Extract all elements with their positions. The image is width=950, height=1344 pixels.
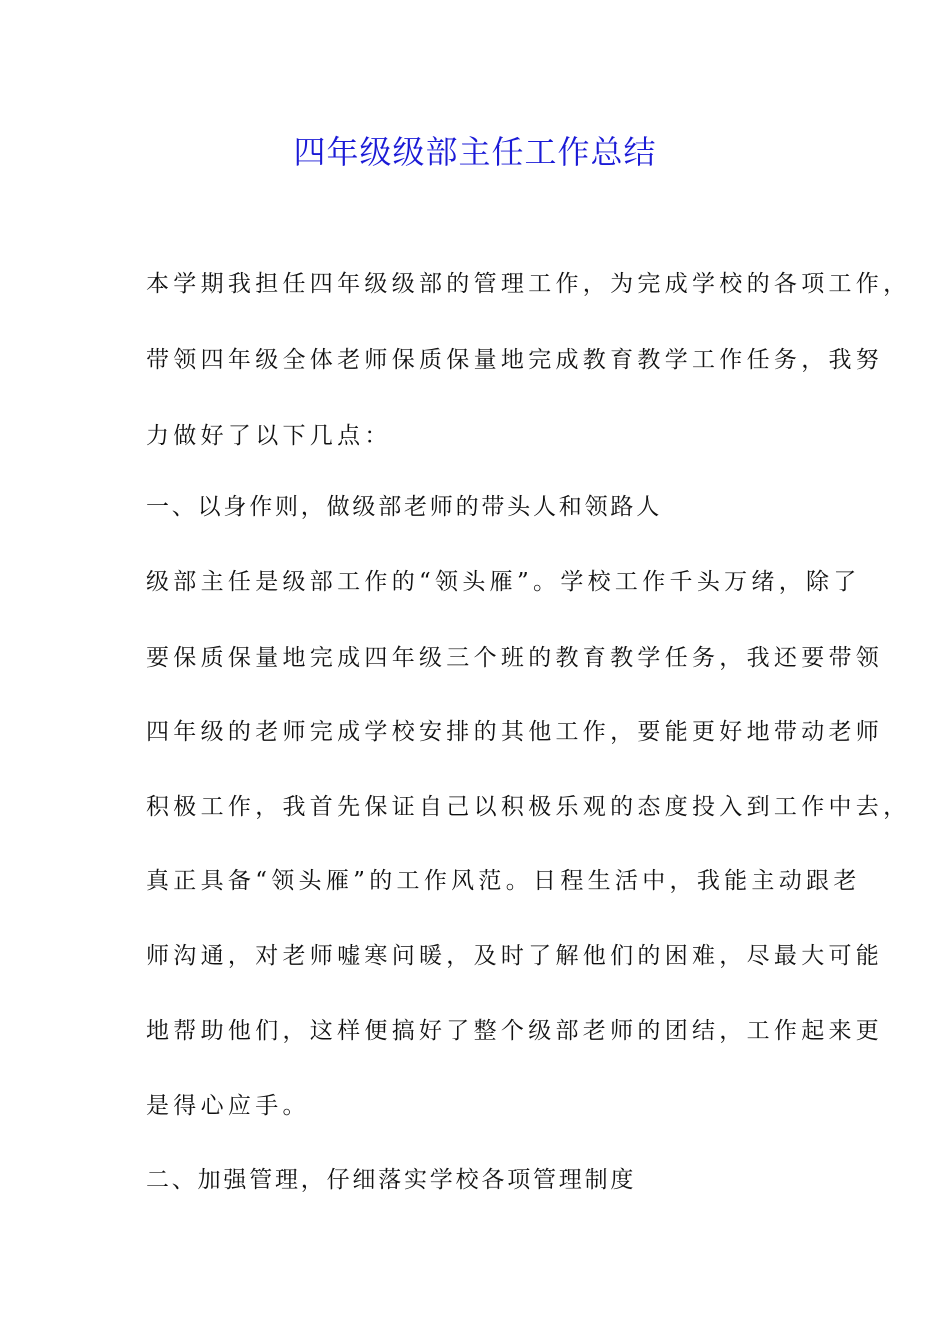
section-heading-1: 一、以身作则，做级部老师的带头人和领路人	[146, 494, 662, 520]
paragraph-line: 地帮助他们，这样便搞好了整个级部老师的团结，工作起来更	[146, 1018, 884, 1044]
paragraph-line: 本学期我担任四年级级部的管理工作，为完成学校的各项工作，	[146, 271, 911, 297]
paragraph-line: 真正具备“领头雁”的工作风范。日程生活中，我能主动跟老	[146, 868, 861, 894]
section-heading-2: 二、加强管理，仔细落实学校各项管理制度	[146, 1167, 637, 1193]
paragraph-line: 级部主任是级部工作的“领头雁”。学校工作千头万绪，除了	[146, 569, 861, 595]
document-title: 四年级级部主任工作总结	[293, 133, 657, 171]
paragraph-line: 四年级的老师完成学校安排的其他工作，要能更好地带动老师	[146, 719, 884, 745]
paragraph-line: 带领四年级全体老师保质保量地完成教育教学工作任务，我努	[146, 347, 884, 373]
paragraph-line: 是得心应手。	[146, 1093, 310, 1119]
paragraph-line: 要保质保量地完成四年级三个班的教育教学任务，我还要带领	[146, 645, 884, 671]
paragraph-line: 积极工作，我首先保证自己以积极乐观的态度投入到工作中去，	[146, 794, 911, 820]
paragraph-line: 师沟通，对老师嘘寒问暖，及时了解他们的困难，尽最大可能	[146, 943, 884, 969]
paragraph-line: 力做好了以下几点：	[146, 423, 392, 449]
